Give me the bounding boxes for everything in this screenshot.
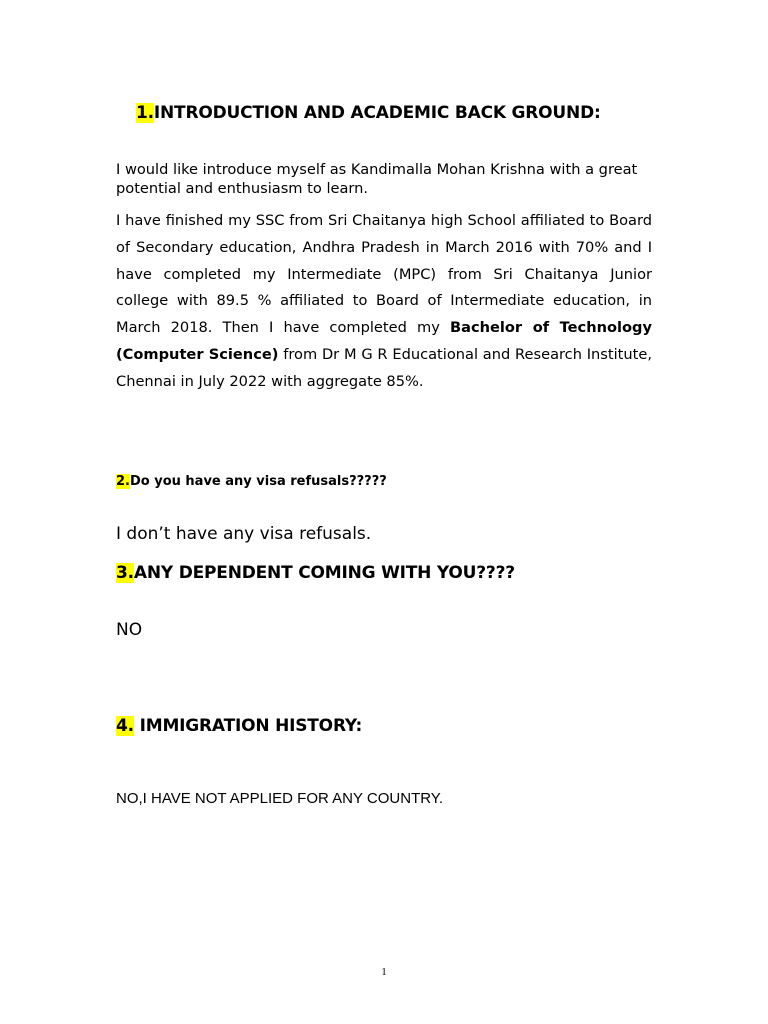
section-2-heading <box>116 474 387 489</box>
intro-paragraph: I would like introduce myself as Kandimalla Mohan Krishna with a great potential and enthusiasm to learn. <box>116 161 638 197</box>
section-4-answer: NO,I HAVE NOT APPLIED FOR ANY COUNTRY. <box>116 790 444 807</box>
section-4-number: 4. <box>116 716 134 736</box>
section-4-heading <box>116 716 362 736</box>
section-3-heading <box>116 563 515 583</box>
section-1-heading <box>136 103 601 123</box>
academic-text-part2: from Dr M G R Educational and Research Institute, Chennai in July 2022 with aggregate 85%. <box>116 345 652 390</box>
section-2-title: Do you have any visa refusals????? <box>129 474 387 489</box>
section-2-answer: I don’t have any visa refusals. <box>116 524 372 544</box>
section-2-number: 2. <box>116 474 130 489</box>
section-3-answer: NO <box>116 620 143 640</box>
section-3-title: ANY DEPENDENT COMING WITH YOU???? <box>133 563 515 583</box>
academic-text-part1: I have finished my SSC from Sri Chaitanya high School affiliated to Board of Secondary education, Andhra Pradesh in March 2016 with 70% and I have completed my Intermediate (MPC) from Sri Chaitanya Junior college with 89.5 % affiliated to Board of Intermediate education, in March 2018. Then I have completed my <box>116 212 652 337</box>
section-4-title: IMMIGRATION HISTORY: <box>133 716 363 736</box>
academic-paragraph <box>116 208 652 396</box>
degree-name: Bachelor of Technology (Computer Science) <box>116 319 652 363</box>
page-number: 1 <box>381 966 387 978</box>
section-1-title: INTRODUCTION AND ACADEMIC BACK GROUND: <box>153 103 601 123</box>
section-1-number: 1. <box>136 103 154 123</box>
section-3-number: 3. <box>116 563 134 583</box>
